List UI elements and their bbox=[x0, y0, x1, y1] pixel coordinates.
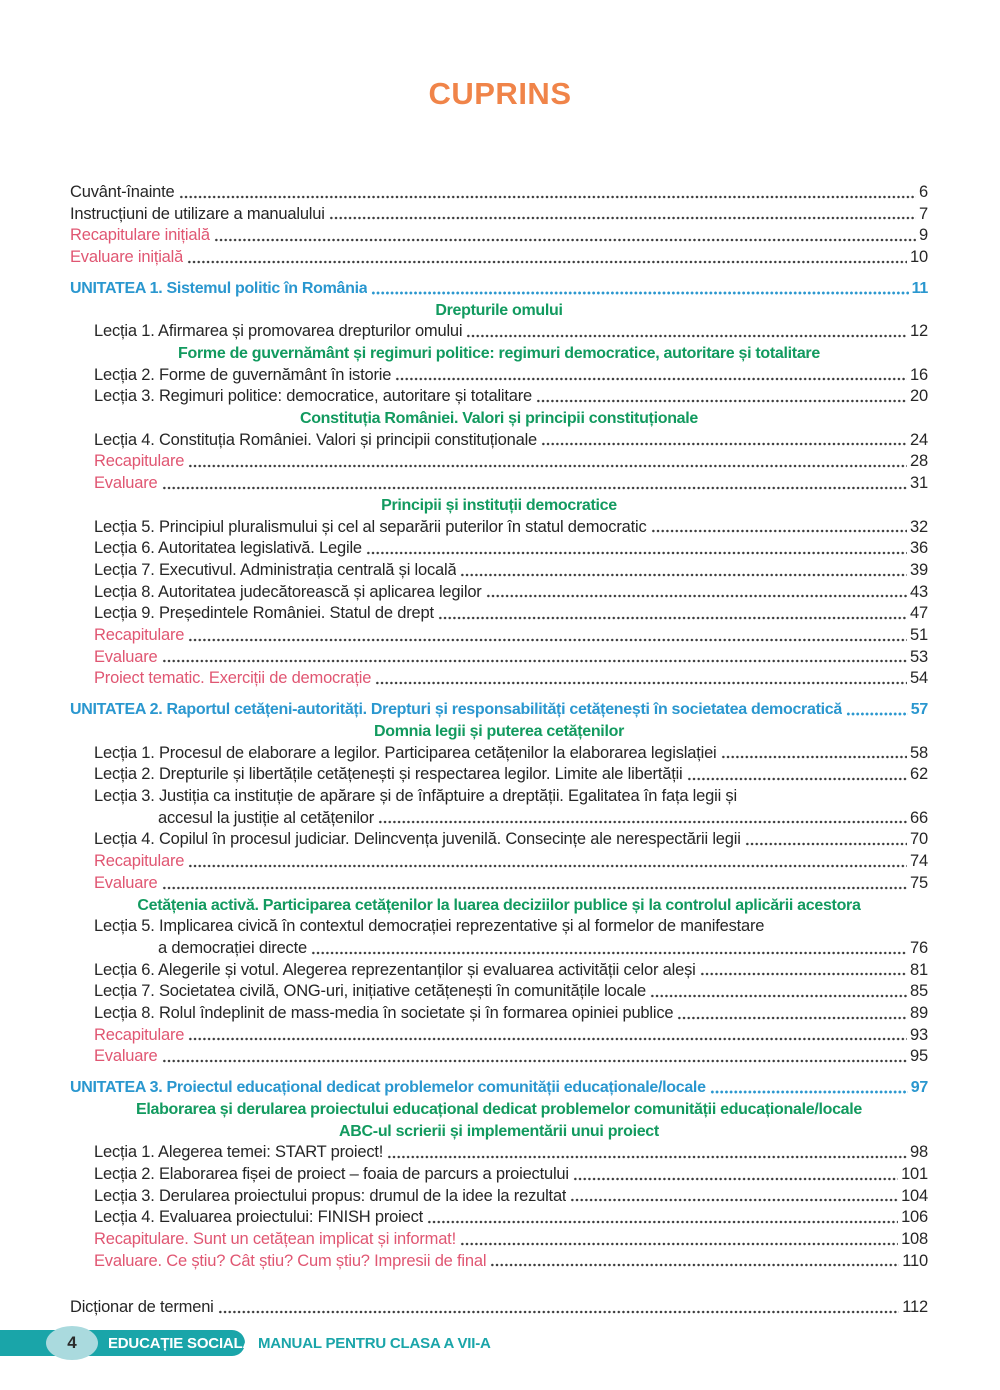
toc-entry bbox=[70, 451, 928, 473]
toc-entry-title: Lecția 2. Elaborarea fișei de proiect – foaia de parcurs a proiectului bbox=[94, 1164, 569, 1183]
toc-entry-title: Evaluare bbox=[94, 873, 158, 892]
dot-leader bbox=[387, 1154, 907, 1160]
toc-entry bbox=[70, 560, 928, 582]
page-number: 104 bbox=[901, 1186, 928, 1205]
toc-entry bbox=[70, 808, 928, 830]
toc-entry-title: Recapitulare bbox=[94, 1025, 185, 1044]
toc-entry-title: Lecția 1. Procesul de elaborare a legilor. Participarea cetățenilor la elaborarea legislației bbox=[94, 743, 717, 762]
dot-leader bbox=[214, 237, 916, 243]
toc-entry-title: Lecția 6. Alegerile și votul. Alegerea reprezentanților și evaluarea activității celor aleși bbox=[94, 960, 696, 979]
toc-entry-title: UNITATEA 3. Proiectul educațional dedicat problemelor comunității educaționale/locale bbox=[70, 1079, 706, 1097]
page-number: 31 bbox=[910, 474, 928, 493]
page-number: 28 bbox=[910, 452, 928, 471]
toc-section-header bbox=[70, 895, 928, 917]
toc-entry-title: Lecția 8. Rolul îndeplinit de mass-media în societate și în formarea opiniei publice bbox=[94, 1004, 674, 1023]
page-number: 76 bbox=[910, 938, 928, 957]
toc-entry-title: Recapitulare bbox=[94, 626, 185, 645]
page-number: 110 bbox=[902, 1251, 928, 1270]
toc-entry bbox=[70, 538, 928, 560]
dot-leader bbox=[218, 1309, 900, 1315]
page-number: 24 bbox=[910, 430, 928, 449]
toc-section-header bbox=[70, 721, 928, 743]
page-number: 51 bbox=[910, 626, 928, 645]
toc-entry bbox=[70, 225, 928, 247]
toc-entry-title: Lecția 2. Drepturile și libertățile cetățenești și respectarea legilor. Limite ale libertății bbox=[94, 765, 683, 784]
dot-leader bbox=[162, 885, 908, 891]
page-number: 62 bbox=[910, 765, 928, 784]
toc-entry bbox=[70, 386, 928, 408]
dot-leader bbox=[677, 1015, 907, 1021]
page-number: 47 bbox=[910, 604, 928, 623]
toc-entry-title: Recapitulare bbox=[94, 452, 185, 471]
dot-leader bbox=[311, 950, 907, 956]
toc-entry-title: Evaluare bbox=[94, 474, 158, 493]
toc-entry-title: a democrației directe bbox=[158, 938, 307, 957]
toc-entry-title: Evaluare bbox=[94, 647, 158, 666]
dot-leader bbox=[162, 485, 908, 491]
page-number: 54 bbox=[910, 669, 928, 688]
dot-leader bbox=[187, 259, 907, 265]
toc-entry-title: Lecția 2. Forme de guvernământ în istorie bbox=[94, 365, 392, 384]
dot-leader bbox=[162, 658, 908, 664]
toc-entry bbox=[70, 603, 928, 625]
dot-leader bbox=[179, 194, 917, 200]
page-title: CUPRINS bbox=[428, 76, 572, 111]
toc-entry bbox=[70, 851, 928, 873]
toc-entry-title: Recapitulare. Sunt un cetățean implicat și informat! bbox=[94, 1230, 456, 1249]
toc-entry bbox=[70, 743, 928, 765]
page-number: 12 bbox=[910, 322, 928, 341]
page-number: 39 bbox=[910, 560, 928, 579]
dot-leader bbox=[651, 528, 908, 534]
page-number: 36 bbox=[910, 539, 928, 558]
toc-unit-entry bbox=[70, 1077, 928, 1099]
toc-entry-title: Lecția 4. Constituția României. Valori și principii constituționale bbox=[94, 430, 538, 449]
page-number: 81 bbox=[910, 960, 928, 979]
toc-entry-title: Lecția 3. Regimuri politice: democratice, autoritare și totalitare bbox=[94, 387, 533, 406]
page-number: 70 bbox=[910, 830, 928, 849]
page-number: 53 bbox=[910, 647, 928, 666]
toc-entry bbox=[70, 473, 928, 495]
dot-leader bbox=[541, 441, 907, 447]
footer-subject-label: EDUCAȚIE SOCIALĂ bbox=[108, 1334, 254, 1352]
dot-leader bbox=[710, 1089, 908, 1095]
dot-leader bbox=[650, 993, 907, 999]
toc-unit-entry bbox=[70, 278, 928, 300]
toc-entry-title: Lecția 7. Executivul. Administrația centrală și locală bbox=[94, 560, 457, 579]
toc-entry bbox=[70, 247, 928, 269]
toc-entry bbox=[70, 647, 928, 669]
page-number: 7 bbox=[919, 204, 928, 223]
dot-leader bbox=[162, 1058, 908, 1064]
dot-leader bbox=[371, 290, 908, 296]
toc-entry bbox=[70, 321, 928, 343]
toc-entry-title: Lecția 3. Justiția ca instituție de apărare și de înfăptuire a dreptății. Egalitatea în fața legii și bbox=[94, 786, 737, 805]
toc-entry-title: Elaborarea și derularea proiectului educațional dedicat problemelor comunității educaționale/locale bbox=[135, 1100, 863, 1118]
toc-entry bbox=[70, 582, 928, 604]
toc-section-header bbox=[70, 1121, 928, 1143]
dot-leader bbox=[188, 1036, 907, 1042]
dot-leader bbox=[438, 615, 907, 621]
dot-leader bbox=[375, 680, 907, 686]
toc-entry-title: Lecția 5. Principiul pluralismului și cel al separării puterilor în statul democratic bbox=[94, 517, 647, 536]
page-number: 58 bbox=[910, 743, 928, 762]
page-number: 112 bbox=[902, 1298, 928, 1317]
toc-list bbox=[70, 182, 928, 1319]
toc-entry-title: UNITATEA 2. Raportul cetățeni-autorități. Drepturi și responsabilități cetățenești în societatea democratică bbox=[70, 701, 842, 719]
toc-entry bbox=[70, 1164, 928, 1186]
toc-unit-entry bbox=[70, 699, 928, 721]
toc-entry-title: Cuvânt-înainte bbox=[70, 183, 175, 201]
page-number: 75 bbox=[910, 873, 928, 892]
dot-leader bbox=[573, 1176, 898, 1182]
toc-entry bbox=[70, 1297, 928, 1319]
toc-entry bbox=[70, 1142, 928, 1164]
toc-entry-title: Lecția 8. Autoritatea judecătorească și aplicarea legilor bbox=[94, 582, 482, 601]
page-number: 93 bbox=[910, 1025, 928, 1044]
toc-entry bbox=[70, 1046, 928, 1068]
footer-page-number-badge bbox=[46, 1326, 98, 1360]
page-number: 66 bbox=[910, 808, 928, 827]
page-number: 16 bbox=[910, 365, 928, 384]
page-number: 101 bbox=[901, 1164, 928, 1183]
page-number: 57 bbox=[910, 701, 928, 719]
toc-entry-title: Recapitulare bbox=[94, 852, 185, 871]
toc-entry-title: Lecția 4. Evaluarea proiectului: FINISH proiect bbox=[94, 1208, 424, 1227]
page-number: 32 bbox=[910, 517, 928, 536]
dot-leader bbox=[490, 1262, 899, 1268]
toc-entry bbox=[70, 764, 928, 786]
toc-entry bbox=[70, 1229, 928, 1251]
dot-leader bbox=[846, 711, 908, 717]
toc-entry-title: Lecția 6. Autoritatea legislativă. Legile bbox=[94, 539, 362, 558]
dot-leader bbox=[745, 841, 907, 847]
dot-leader bbox=[486, 593, 907, 599]
toc-entry bbox=[70, 916, 928, 938]
dot-leader bbox=[427, 1219, 898, 1225]
toc-entry bbox=[70, 981, 928, 1003]
page-number: 95 bbox=[910, 1047, 928, 1066]
toc-entry-title: Proiect tematic. Exerciții de democrație bbox=[94, 669, 372, 688]
toc-entry-title: Dicționar de termeni bbox=[70, 1298, 214, 1317]
toc-entry bbox=[70, 829, 928, 851]
page-number: 43 bbox=[910, 582, 928, 601]
toc-entry-title: Instrucțiuni de utilizare a manualului bbox=[70, 204, 325, 223]
dot-leader bbox=[366, 550, 907, 556]
toc-entry-title: Evaluare inițială bbox=[70, 248, 184, 267]
page-number: 11 bbox=[911, 279, 928, 297]
page-number: 10 bbox=[910, 248, 928, 267]
dot-leader bbox=[378, 819, 907, 825]
dot-leader bbox=[460, 1241, 898, 1247]
toc-entry-title: Lecția 1. Alegerea temei: START proiect! bbox=[94, 1143, 384, 1162]
dot-leader bbox=[570, 1197, 898, 1203]
toc-entry-title: Lecția 9. Președintele României. Statul de drept bbox=[94, 604, 434, 623]
page-number: 74 bbox=[910, 852, 928, 871]
dot-leader bbox=[536, 398, 907, 404]
toc-entry bbox=[70, 1025, 928, 1047]
page-number: 106 bbox=[901, 1208, 928, 1227]
dot-leader bbox=[395, 376, 907, 382]
toc-section-header bbox=[70, 300, 928, 322]
toc-section-header bbox=[70, 343, 928, 365]
toc-entry bbox=[70, 1003, 928, 1025]
toc-entry-title: Forme de guvernământ și regimuri politice: regimuri democratice, autoritare și totalitare bbox=[178, 344, 820, 362]
toc-section-header bbox=[70, 495, 928, 517]
toc-entry-title: Lecția 7. Societatea civilă, ONG-uri, inițiative cetățenești în comunitățile locale bbox=[94, 982, 647, 1001]
toc-entry-title: UNITATEA 1. Sistemul politic în România bbox=[70, 279, 368, 297]
toc-entry-title: Drepturile omului bbox=[435, 301, 563, 319]
dot-leader bbox=[188, 637, 907, 643]
toc-entry-title: Evaluare bbox=[94, 1047, 158, 1066]
footer-manual-label: MANUAL PENTRU CLASA A VII-A bbox=[258, 1334, 491, 1352]
toc-entry bbox=[70, 1207, 928, 1229]
toc-entry-title: Lecția 1. Afirmarea și promovarea drepturilor omului bbox=[94, 322, 463, 341]
dot-leader bbox=[687, 776, 908, 782]
dot-leader bbox=[700, 971, 907, 977]
toc-entry-title: Cetățenia activă. Participarea cetățenilor la luarea deciziilor publice și la controlul aplicării acestora bbox=[137, 896, 861, 914]
toc-entry-title: Lecția 3. Derularea proiectului propus: drumul de la idee la rezultat bbox=[94, 1186, 567, 1205]
dot-leader bbox=[466, 333, 907, 339]
toc-entry bbox=[70, 960, 928, 982]
toc-entry bbox=[70, 1186, 928, 1208]
toc-entry-title: accesul la justiție al cetățenilor bbox=[158, 808, 375, 827]
toc-entry bbox=[70, 938, 928, 960]
toc-section-header bbox=[70, 408, 928, 430]
toc-entry bbox=[70, 873, 928, 895]
toc-entry-title: Recapitulare inițială bbox=[70, 226, 210, 245]
page-number: 108 bbox=[901, 1230, 928, 1249]
toc-entry-title: ABC-ul scrierii și implementării unui proiect bbox=[339, 1122, 659, 1140]
toc-entry-title: Domnia legii și puterea cetățenilor bbox=[373, 722, 625, 740]
toc-entry-title: Constituția României. Valori și principii constituționale bbox=[299, 410, 699, 428]
dot-leader bbox=[329, 215, 916, 221]
page-number: 97 bbox=[910, 1079, 928, 1097]
toc-entry bbox=[70, 625, 928, 647]
toc-section-header bbox=[70, 1099, 928, 1121]
toc-entry bbox=[70, 1251, 928, 1273]
page-number: 85 bbox=[910, 982, 928, 1001]
toc-entry bbox=[70, 204, 928, 226]
toc-entry bbox=[70, 786, 928, 808]
toc-entry-title: Evaluare. Ce știu? Cât știu? Cum știu? Impresii de final bbox=[94, 1251, 487, 1270]
toc-entry bbox=[70, 430, 928, 452]
dot-leader bbox=[460, 572, 907, 578]
page-number: 9 bbox=[919, 226, 928, 245]
page-number: 6 bbox=[919, 183, 928, 201]
toc-entry-title: Lecția 5. Implicarea civică în contextul democrației reprezentative și al formelor de manifestare bbox=[94, 917, 765, 936]
page-number: 98 bbox=[910, 1143, 928, 1162]
toc-entry bbox=[70, 668, 928, 690]
dot-leader bbox=[721, 754, 908, 760]
page-number: 20 bbox=[910, 387, 928, 406]
footer-page-number: 4 bbox=[67, 1333, 77, 1352]
toc-entry bbox=[70, 365, 928, 387]
page-number: 89 bbox=[910, 1004, 928, 1023]
toc-entry-title: Lecția 4. Copilul în procesul judiciar. Delincvența juvenilă. Consecințe ale nerespectării legii bbox=[94, 830, 741, 849]
toc-entry bbox=[70, 517, 928, 539]
toc-entry-title: Principii și instituții democratice bbox=[381, 496, 617, 514]
toc-entry bbox=[70, 182, 928, 204]
dot-leader bbox=[188, 463, 907, 469]
dot-leader bbox=[188, 863, 907, 869]
